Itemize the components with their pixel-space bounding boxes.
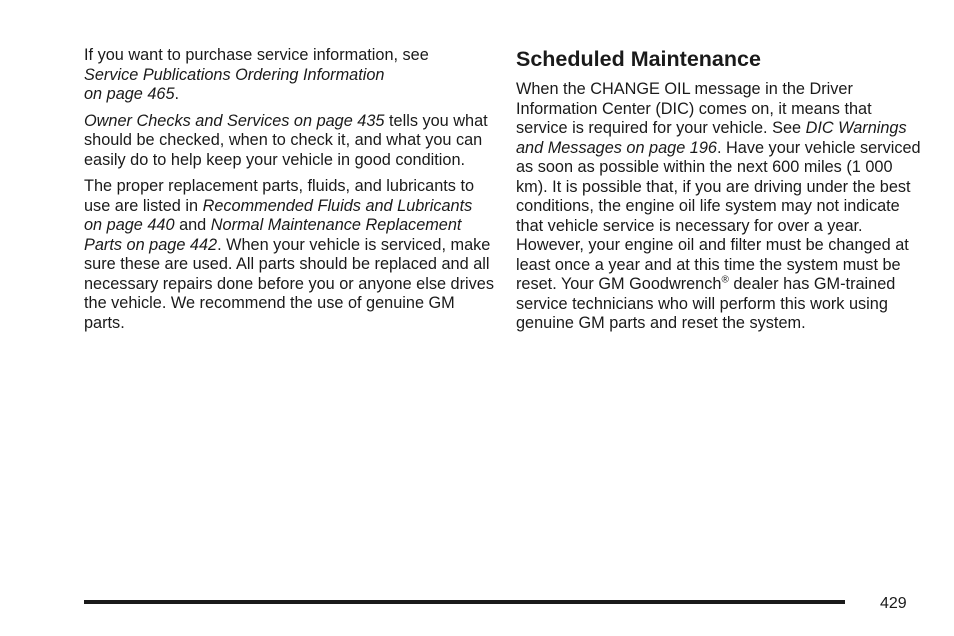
service-publications-page-ref[interactable]: on page 465 [84, 85, 175, 103]
owner-checks-text: tells you what should be checked, when to check it, and what you can easily do to help keep your vehicle in good condition. [84, 111, 488, 169]
registered-mark: ® [721, 274, 729, 286]
scheduled-maintenance-paragraph: When the CHANGE OIL message in the Driver Information Center (DIC) comes on, it means that service is required for your vehicle. See DIC Warnings and Messages on page 196. Have your vehicle serviced as soon as possible within the next 600 miles (1 000 km). It is possible that, if you are driving under the best conditions, the engine oil life system may not indicate that vehicle service is necessary for over a year. However, your engine oil and filter must be changed at least once a year and at this time the system must be reset. Your GM Goodwrench® dealer has GM-trained service technicians who will perform this work using genuine GM parts and reset the system. [516, 80, 921, 332]
normal-maintenance-parts-link[interactable]: Normal Maintenance Replacement Parts on page 442 [84, 216, 462, 254]
replacement-parts-paragraph: The proper replacement parts, fluids, and lubricants to use are listed in Recommended Fluids and Lubricants on page 440 and Normal Maintenance Replacement Parts on page 442. When your vehicle is serviced, make sure these are used. All parts should be replaced and all necessary repairs done before you or anyone else drives the vehicle. We recommend the use of genuine GM parts. [84, 177, 494, 332]
owner-checks-link[interactable]: Owner Checks and Services on page 435 [84, 111, 385, 130]
section-heading: Scheduled Maintenance [516, 47, 761, 71]
purchase-info-paragraph: If you want to purchase service information, see Service Publications Ordering Information on page 465. [84, 46, 429, 103]
purchase-info-text: If you want to purchase service information, see [84, 46, 429, 64]
dic-warnings-link[interactable]: DIC Warnings and Messages on page 196 [516, 119, 907, 157]
owner-checks-paragraph [84, 112, 494, 171]
recommended-fluids-link[interactable]: Recommended Fluids and Lubricants on page 440 [84, 196, 473, 234]
footer-rule [84, 600, 845, 604]
left-column [84, 46, 494, 340]
page-number: 429 [880, 595, 907, 612]
service-publications-link[interactable]: Service Publications Ordering Information [84, 65, 385, 84]
right-column [516, 46, 926, 341]
